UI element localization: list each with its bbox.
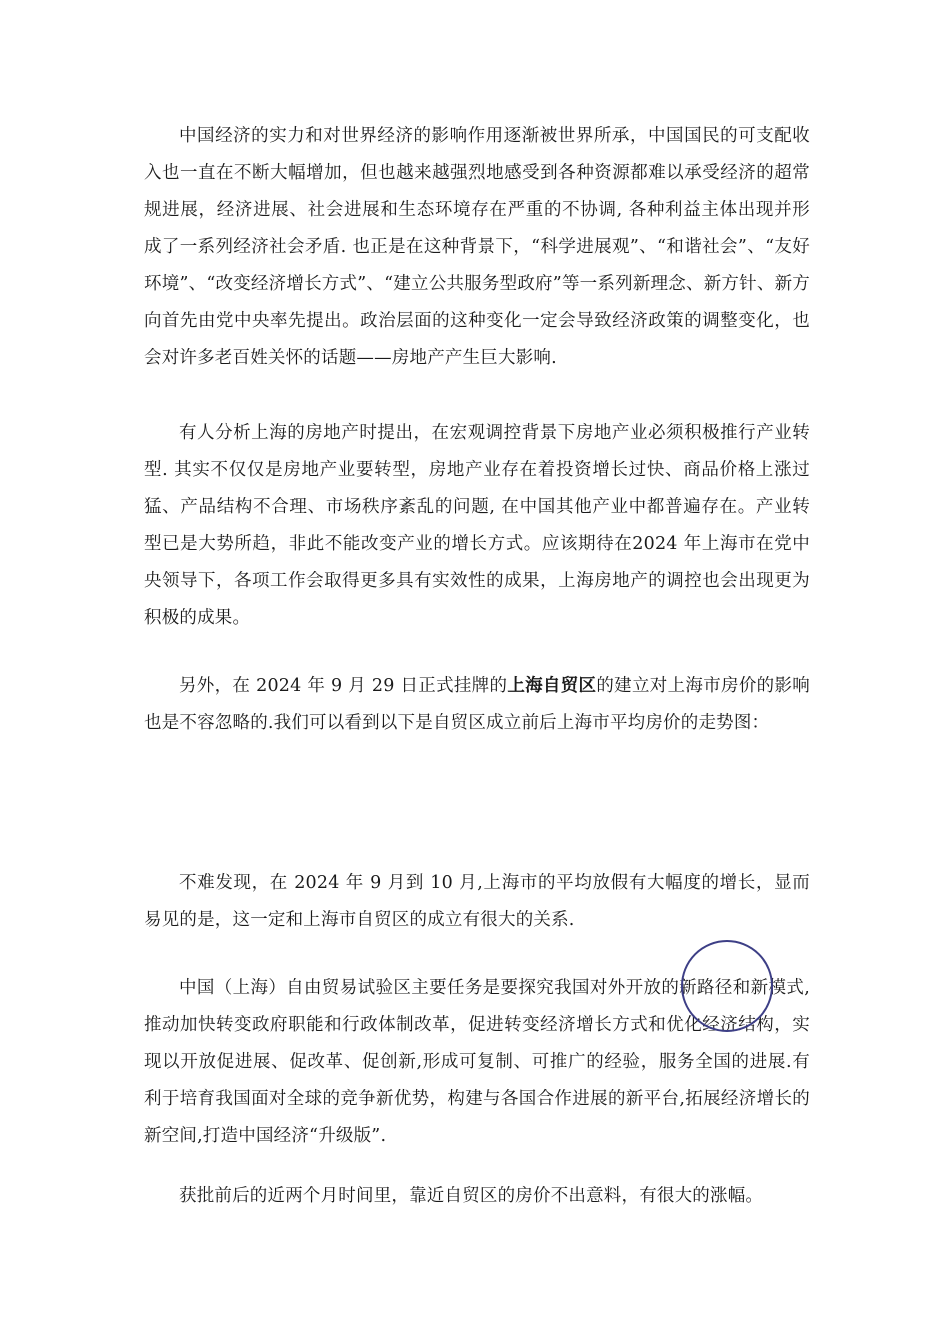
paragraph-free-trade-zone-impact-after: 的建立对上海市房价的影响也是不容忽略的.我们可以看到以下是自贸区成立前后上海市平均房价的走势图： (144, 676, 810, 733)
free-trade-zone-highlight: 上海自贸区 (507, 676, 597, 696)
paragraph-free-trade-zone-tasks: 中国（上海）自由贸易试验区主要任务是要探究我国对外开放的新路径和新模式,推动加快转变政府职能和行政体制改革，促进转变经济增长方式和优化经济结构，实现以开放促进展、促改革、促创新,形成可复制、可推广的经验，服务全国的进展.有利于培育我国面对全球的竞争新优势，构建与各国合作进展的新平台,拓展经济增长的新空间,打造中国经济“升级版”. (144, 978, 810, 1146)
paragraph-free-trade-zone-impact-before: 另外，在 2024 年 9 月 29 日正式挂牌的 (179, 676, 508, 696)
paragraph-price-rise-summary: 获批前后的近两个月时间里，靠近自贸区的房价不出意料，有很大的涨幅。 (179, 1186, 764, 1206)
paragraph-free-trade-zone-impact (144, 668, 810, 742)
paragraph-industry-transformation: 有人分析上海的房地产时提出，在宏观调控背景下房地产业必须积极推行产业转型. 其实不仅仅是房地产业要转型，房地产业存在着投资增长过快、商品价格上涨过猛、产品结构不合理、市场秩序紊乱的问题, 在中国其他产业中都普遍存在。产业转型已是大势所趋，非此不能改变产业的增长方式。应该期待在2024 年上海市在党中央领导下，各项工作会取得更多具有实效性的成果，上海房地产的调控也会出现更为积极的成果。 (144, 423, 810, 628)
paragraph-price-increase: 不难发现，在 2024 年 9 月到 10 月,上海市的平均放假有大幅度的增长，显而易见的是，这一定和上海市自贸区的成立有很大的关系. (144, 873, 810, 930)
paragraph-economy-context: 中国经济的实力和对世界经济的影响作用逐渐被世界所承，中国国民的可支配收入也一直在不断大幅增加，但也越来越强烈地感受到各种资源都难以承受经济的超常规进展，经济进展、社会进展和生态环境存在严重的不协调, 各种利益主体出现并形成了一系列经济社会矛盾. 也正是在这种背景下，“科学进展观”、“和谐社会”、“友好环境”、“改变经济增长方式”、“建立公共服务型政府”等一系列新理念、新方针、新方向首先由党中央率先提出。政治层面的这种变化一定会导致经济政策的调整变化，也会对许多老百姓关怀的话题——房地产产生巨大影响. (144, 126, 810, 368)
